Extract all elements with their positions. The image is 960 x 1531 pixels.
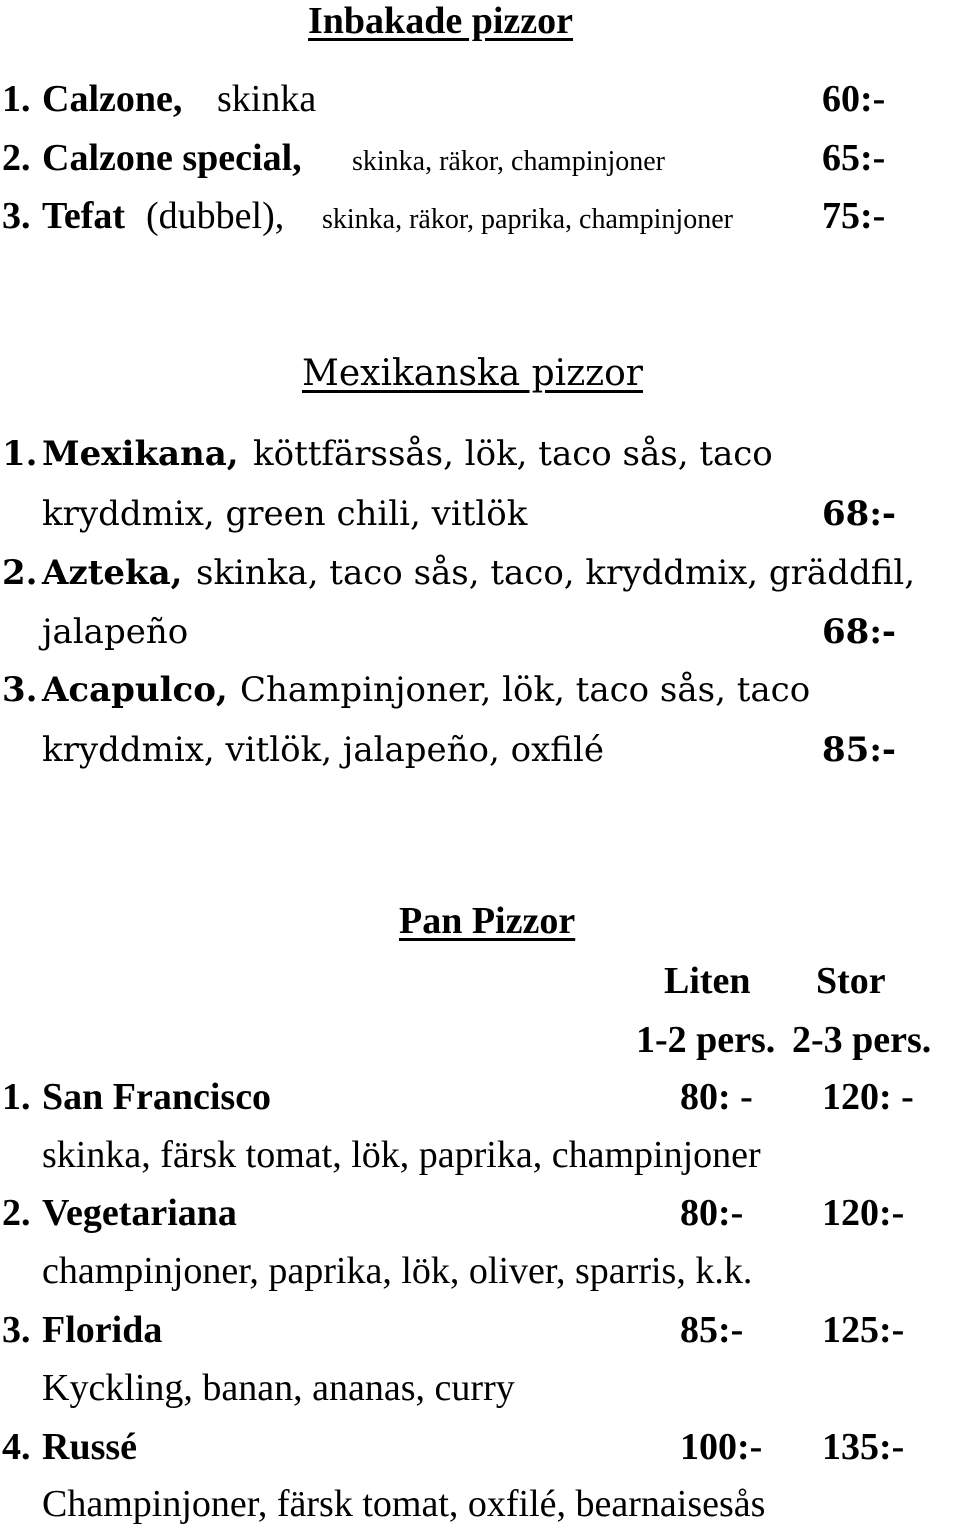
item-name-extra: (dubbel), xyxy=(146,195,285,237)
item-price-large: 125:- xyxy=(822,1309,905,1351)
item-name: Russé xyxy=(42,1426,138,1468)
column-subheader-small: 1-2 pers. xyxy=(636,1019,776,1061)
item-number: 3. xyxy=(2,195,31,237)
item-number: 3. xyxy=(2,670,38,710)
item-description: champinjoner, paprika, lök, oliver, sparris, k.k. xyxy=(42,1250,753,1292)
item-price: 85:- xyxy=(822,730,896,770)
item-number: 2. xyxy=(2,137,31,179)
item-price-large: 120: - xyxy=(822,1076,914,1118)
item-description: Champinjoner, lök, taco sås, taco xyxy=(240,670,811,710)
item-price: 68:- xyxy=(822,612,896,652)
item-number: 3. xyxy=(2,1309,31,1351)
item-description: skinka, taco sås, taco, kryddmix, gräddfil, xyxy=(196,553,916,593)
item-price: 68:- xyxy=(822,494,896,534)
item-description: skinka xyxy=(217,78,317,120)
item-name: Calzone, xyxy=(42,78,183,120)
item-price: 75:- xyxy=(822,195,886,237)
item-price-large: 120:- xyxy=(822,1192,905,1234)
item-description-cont: kryddmix, vitlök, jalapeño, oxfilé xyxy=(42,730,604,770)
item-number: 1. xyxy=(2,78,31,120)
column-header-large: Stor xyxy=(816,960,886,1002)
section-title-pan: Pan Pizzor xyxy=(399,900,576,942)
item-number: 2. xyxy=(2,1192,31,1234)
item-name: Acapulco, xyxy=(42,670,228,710)
item-price-small: 85:- xyxy=(680,1309,744,1351)
item-description-cont: jalapeño xyxy=(42,612,189,652)
item-name: Mexikana, xyxy=(42,434,239,474)
item-price-small: 80: - xyxy=(680,1076,753,1118)
item-description: köttfärssås, lök, taco sås, taco xyxy=(253,434,773,474)
item-name: San Francisco xyxy=(42,1076,272,1118)
item-description: skinka, färsk tomat, lök, paprika, champinjoner xyxy=(42,1134,761,1176)
item-description-cont: kryddmix, green chili, vitlök xyxy=(42,494,528,534)
item-description: skinka, räkor, champinjoner xyxy=(352,146,666,177)
item-description: Champinjoner, färsk tomat, oxfilé, bearnaisesås xyxy=(42,1483,766,1525)
item-description: skinka, räkor, paprika, champinjoner xyxy=(322,204,733,235)
item-name: Azteka, xyxy=(42,553,183,593)
item-price-large: 135:- xyxy=(822,1426,905,1468)
column-subheader-large: 2-3 pers. xyxy=(792,1019,932,1061)
item-price: 65:- xyxy=(822,137,886,179)
item-name: Tefat xyxy=(42,195,126,237)
item-number: 1. xyxy=(2,434,38,474)
column-header-small: Liten xyxy=(664,960,751,1002)
item-number: 1. xyxy=(2,1076,31,1118)
item-price: 60:- xyxy=(822,78,886,120)
item-description: Kyckling, banan, ananas, curry xyxy=(42,1367,515,1409)
item-name: Florida xyxy=(42,1309,163,1351)
section-title-mexikanska: Mexikanska pizzor xyxy=(302,353,644,394)
section-title-inbakade: Inbakade pizzor xyxy=(308,0,573,42)
item-name: Vegetariana xyxy=(42,1192,237,1234)
item-number: 4. xyxy=(2,1426,31,1468)
item-price-small: 80:- xyxy=(680,1192,744,1234)
item-price-small: 100:- xyxy=(680,1426,763,1468)
item-name: Calzone special, xyxy=(42,137,302,179)
item-number: 2. xyxy=(2,553,38,593)
